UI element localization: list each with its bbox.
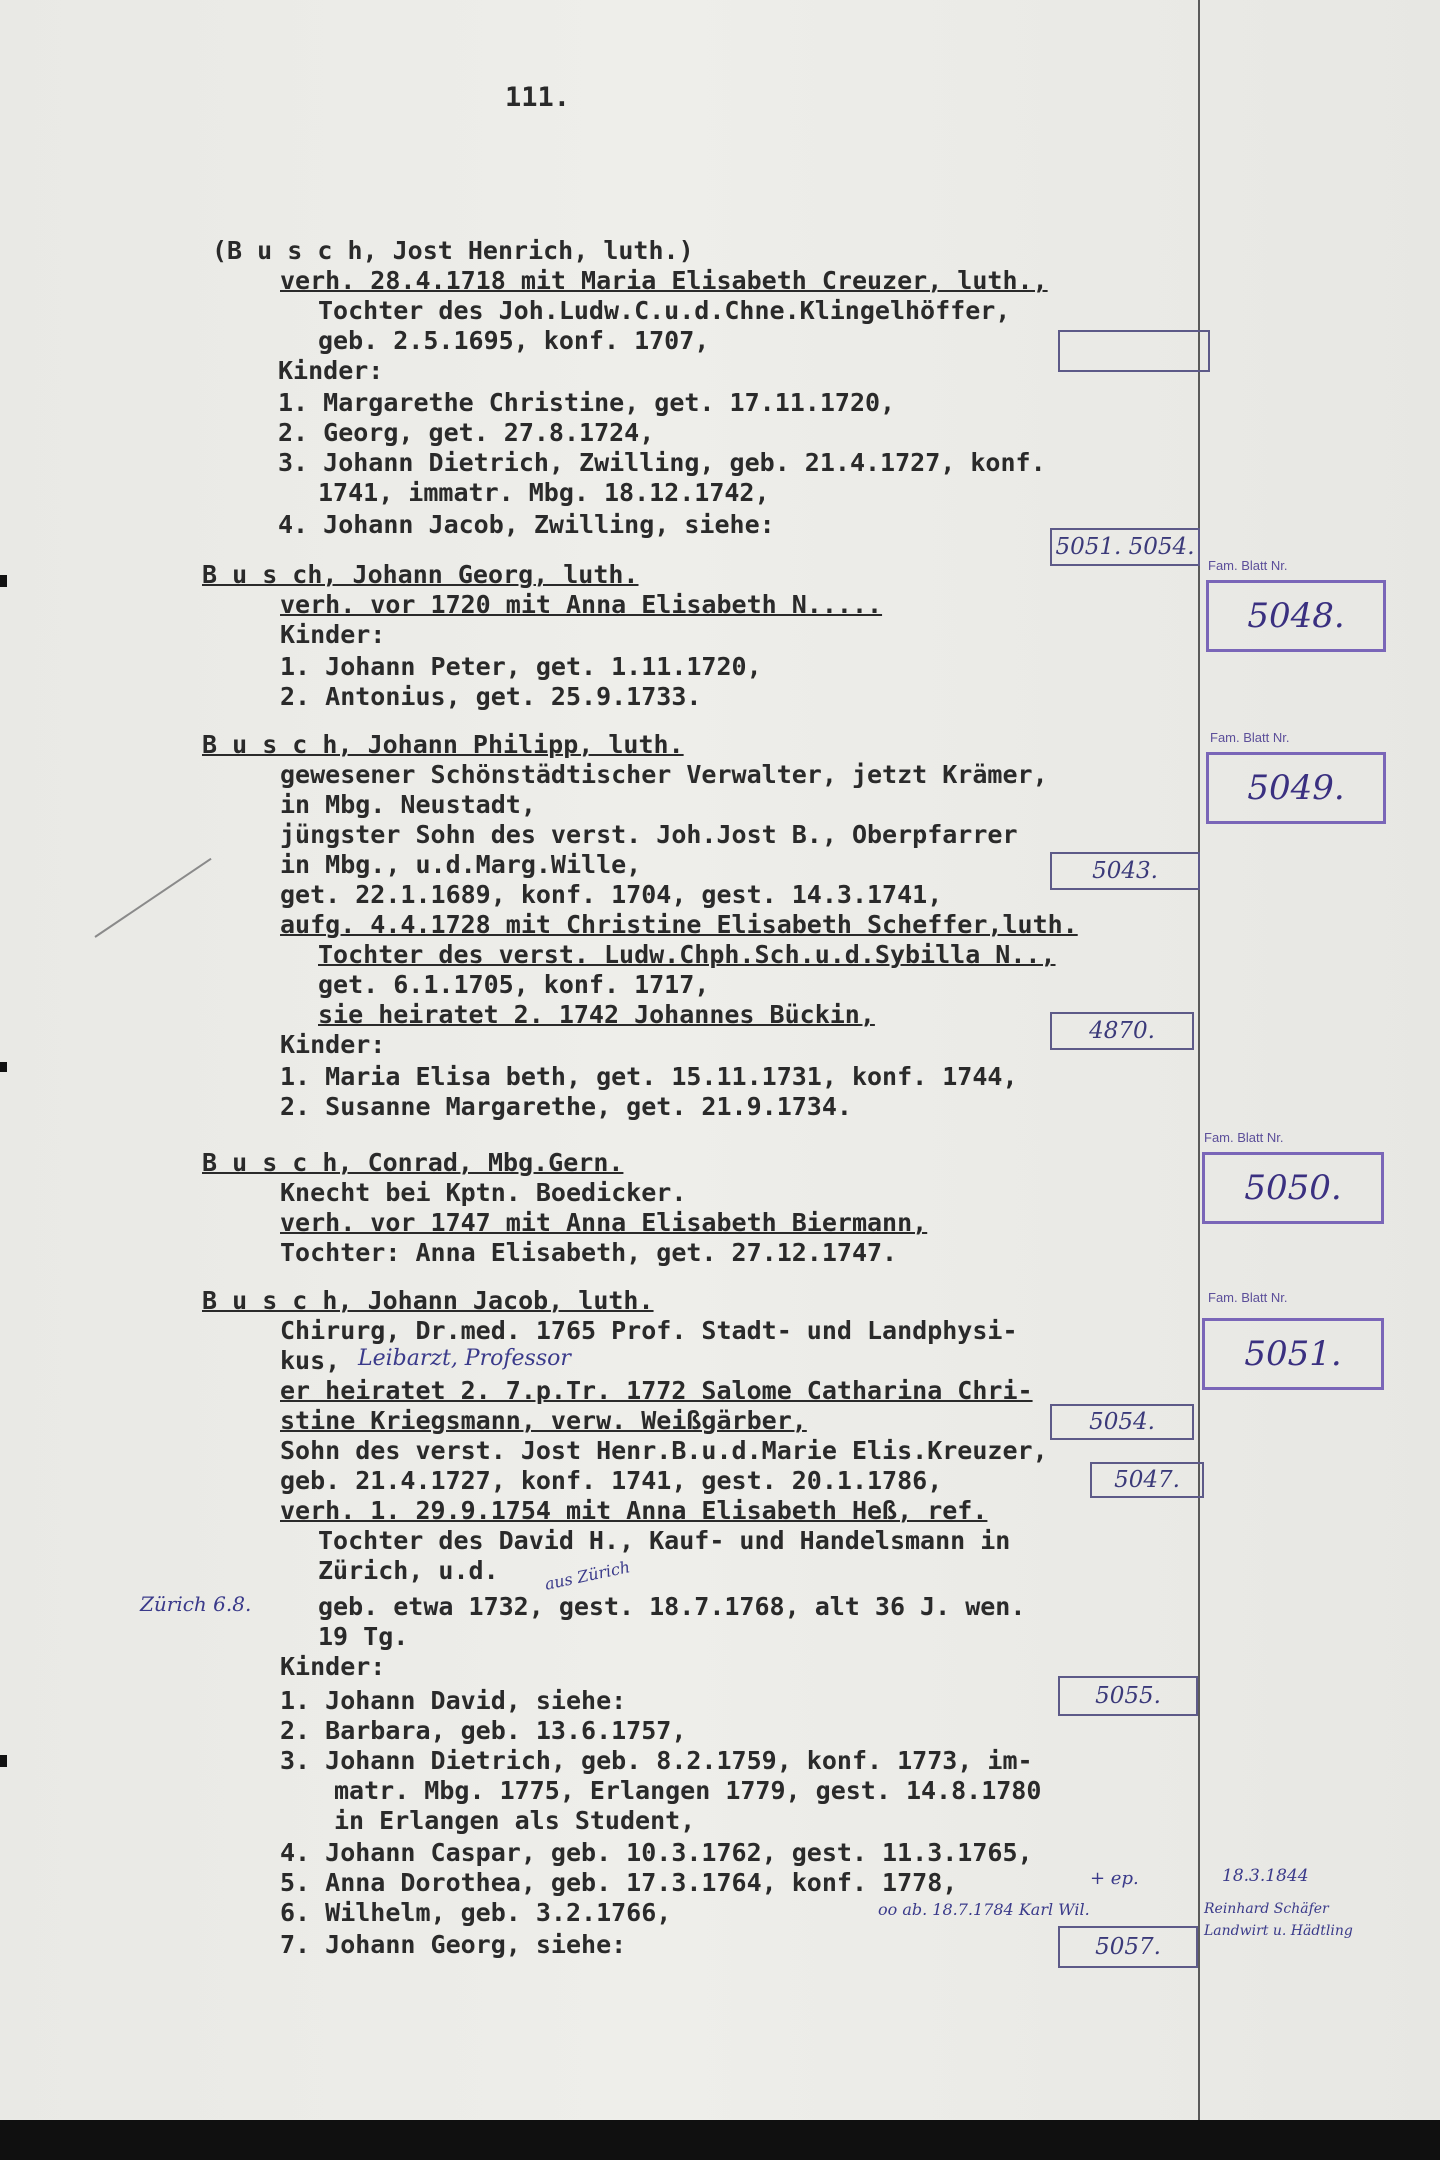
cross-reference-box: 5043.: [1050, 852, 1200, 890]
entry-heading: B u s c h, Johann Philipp, luth.: [202, 730, 684, 759]
handwritten-note: Zürich 6.8.: [140, 1592, 252, 1616]
fam-blatt-label: Fam. Blatt Nr.: [1204, 1130, 1284, 1145]
entry-line: Kinder:: [280, 1652, 386, 1681]
entry-line: Kinder:: [280, 620, 386, 649]
cross-reference-box: 4870.: [1050, 1012, 1194, 1050]
handwritten-note: Reinhard Schäfer Landwirt u. Hädtling: [1204, 1901, 1353, 1939]
child-line: 6. Wilhelm, geb. 3.2.1766,: [280, 1898, 672, 1927]
child-line: 2. Barbara, geb. 13.6.1757,: [280, 1716, 687, 1745]
entry-heading: B u s ch, Johann Georg, luth.: [202, 560, 639, 589]
entry-line: Chirurg, Dr.med. 1765 Prof. Stadt- und Landphysi-: [280, 1316, 1018, 1345]
fam-blatt-number: 5050.: [1202, 1152, 1384, 1224]
entry-line: verh. vor 1720 mit Anna Elisabeth N.....: [280, 590, 883, 619]
child-line: in Erlangen als Student,: [334, 1806, 696, 1835]
entry-line: verh. 1. 29.9.1754 mit Anna Elisabeth Heß, ref.: [280, 1496, 988, 1525]
child-line: 7. Johann Georg, siehe:: [280, 1930, 627, 1959]
entry-line: get. 22.1.1689, konf. 1704, gest. 14.3.1741,: [280, 880, 943, 909]
entry-line: Kinder:: [278, 356, 384, 385]
entry-line: geb. 2.5.1695, konf. 1707,: [318, 326, 710, 355]
entry-line: geb. 21.4.1727, konf. 1741, gest. 20.1.1786,: [280, 1466, 943, 1495]
entry-line: Tochter: Anna Elisabeth, get. 27.12.1747.: [280, 1238, 898, 1267]
entry-line: Knecht bei Kptn. Boedicker.: [280, 1178, 687, 1207]
entry-line: in Mbg., u.d.Marg.Wille,: [280, 850, 642, 879]
handwritten-note: + ep.: [1090, 1868, 1139, 1889]
margin-rule: [1198, 0, 1200, 2120]
scan-border: [0, 2120, 1440, 2160]
entry-heading: (B u s c h, Jost Henrich, luth.): [212, 236, 694, 265]
child-line: 3. Johann Dietrich, geb. 8.2.1759, konf. 1773, im-: [280, 1746, 1033, 1775]
cross-reference-box: [1058, 330, 1210, 372]
entry-heading: B u s c h, Conrad, Mbg.Gern.: [202, 1148, 624, 1177]
child-line: 2. Susanne Margarethe, get. 21.9.1734.: [280, 1092, 852, 1121]
child-line: 1. Johann David, siehe:: [280, 1686, 627, 1715]
entry-line: Tochter des verst. Ludw.Chph.Sch.u.d.Sybilla N..,: [318, 940, 1056, 969]
fam-blatt-number: 5049.: [1206, 752, 1386, 824]
child-line: 4. Johann Caspar, geb. 10.3.1762, gest. 11.3.1765,: [280, 1838, 1033, 1867]
entry-line: jüngster Sohn des verst. Joh.Jost B., Oberpfarrer: [280, 820, 1018, 849]
child-line: 1. Margarethe Christine, get. 17.11.1720,: [278, 388, 896, 417]
entry-line: Tochter des Joh.Ludw.C.u.d.Chne.Klingelhöffer,: [318, 296, 1011, 325]
child-line: 4. Johann Jacob, Zwilling, siehe:: [278, 510, 775, 539]
child-line: 1. Johann Peter, get. 1.11.1720,: [280, 652, 762, 681]
handwritten-note: Leibarzt, Professor: [358, 1346, 571, 1371]
entry-line: Kinder:: [280, 1030, 386, 1059]
entry-line: aufg. 4.4.1728 mit Christine Elisabeth Scheffer,luth.: [280, 910, 1078, 939]
entry-line: sie heiratet 2. 1742 Johannes Bückin,: [318, 1000, 875, 1029]
cross-reference-box: 5047.: [1090, 1462, 1204, 1498]
child-line: 2. Antonius, get. 25.9.1733.: [280, 682, 702, 711]
entry-line: Zürich, u.d.: [318, 1556, 499, 1585]
entry-line: get. 6.1.1705, konf. 1717,: [318, 970, 710, 999]
fam-blatt-label: Fam. Blatt Nr.: [1208, 1290, 1288, 1305]
binding-mark: [0, 1062, 7, 1072]
binding-mark: [0, 1755, 7, 1767]
entry-line: in Mbg. Neustadt,: [280, 790, 536, 819]
entry-line: Tochter des David H., Kauf- und Handelsmann in: [318, 1526, 1011, 1555]
fam-blatt-label: Fam. Blatt Nr.: [1208, 558, 1288, 573]
fam-blatt-number: 5051.: [1202, 1318, 1384, 1390]
cross-reference-box: 5057.: [1058, 1926, 1198, 1968]
cross-reference-box: 5051. 5054.: [1050, 528, 1200, 566]
page-number: 111.: [505, 82, 571, 113]
cross-reference-box: 5054.: [1050, 1404, 1194, 1440]
entry-heading: B u s c h, Johann Jacob, luth.: [202, 1286, 654, 1315]
child-line: matr. Mbg. 1775, Erlangen 1779, gest. 14.8.1780: [334, 1776, 1042, 1805]
entry-line: er heiratet 2. 7.p.Tr. 1772 Salome Catharina Chri-: [280, 1376, 1033, 1405]
fam-blatt-label: Fam. Blatt Nr.: [1210, 730, 1290, 745]
entry-line: gewesener Schönstädtischer Verwalter, jetzt Krämer,: [280, 760, 1048, 789]
entry-line: verh. 28.4.1718 mit Maria Elisabeth Creuzer, luth.,: [280, 266, 1048, 295]
cross-reference-box: 5055.: [1058, 1676, 1198, 1716]
binding-mark: [0, 575, 7, 587]
child-line: 3. Johann Dietrich, Zwilling, geb. 21.4.1727, konf.: [278, 448, 1046, 477]
entry-line: kus,: [280, 1346, 341, 1375]
handwritten-note: 18.3.1844: [1222, 1866, 1309, 1886]
fam-blatt-number: 5048.: [1206, 580, 1386, 652]
handwritten-note: aus Zürich: [542, 1557, 632, 1594]
handwritten-note: oo ab. 18.7.1784 Karl Wil.: [878, 1900, 1090, 1919]
entry-line: geb. etwa 1732, gest. 18.7.1768, alt 36 J. wen.: [318, 1592, 1026, 1621]
child-line: 5. Anna Dorothea, geb. 17.3.1764, konf. 1778,: [280, 1868, 958, 1897]
entry-line: 19 Tg.: [318, 1622, 409, 1651]
entry-line: stine Kriegsmann, verw. Weißgärber,: [280, 1406, 807, 1435]
entry-line: verh. vor 1747 mit Anna Elisabeth Biermann,: [280, 1208, 928, 1237]
child-line: 1. Maria Elisa beth, get. 15.11.1731, konf. 1744,: [280, 1062, 1018, 1091]
entry-line: Sohn des verst. Jost Henr.B.u.d.Marie Elis.Kreuzer,: [280, 1436, 1048, 1465]
child-line: 2. Georg, get. 27.8.1724,: [278, 418, 655, 447]
child-line: 1741, immatr. Mbg. 18.12.1742,: [318, 478, 770, 507]
